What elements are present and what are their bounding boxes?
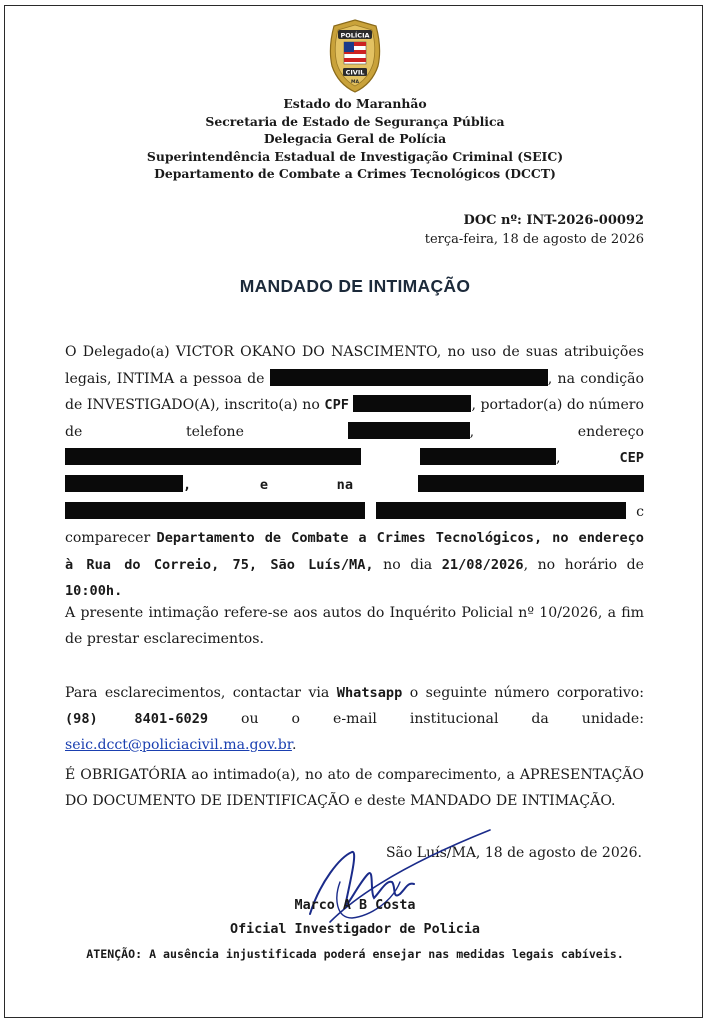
- p3-text-4: .: [291, 737, 297, 753]
- document-date: terça-feira, 18 de agosto de 2026: [424, 232, 644, 247]
- corporate-phone: (98) 8401-6029: [65, 711, 209, 727]
- document-number-label: DOC nº:: [463, 213, 522, 228]
- institutional-email-link[interactable]: seic.dcct@policiacivil.ma.gov.br: [65, 737, 292, 753]
- cpf-label: CPF: [324, 397, 349, 414]
- whatsapp-label: Whatsapp: [336, 685, 403, 701]
- redacted-extra-1: [418, 475, 644, 492]
- appointment-date: 21/08/2026: [441, 556, 524, 573]
- warning-text: A ausência injustificada poderá ensejar nas medidas legais cabíveis.: [149, 947, 624, 961]
- legal-warning: [0, 947, 710, 961]
- city-date: São Luís/MA, 18 de agosto de 2026.: [385, 845, 642, 861]
- p1-text-6: c comparecer: [65, 503, 644, 547]
- header-line-secretariat: Secretaria de Estado de Segurança Pública: [205, 113, 505, 129]
- warning-label: ATENÇÃO:: [86, 947, 143, 961]
- p1-text-7: no dia: [383, 556, 433, 573]
- summons-paragraph: O Delegado(a) VICTOR OKANO DO NASCIMENTO, no uso de suas atribuições legais, INTIMA a pessoa de , na condição de INVESTIGADO(A), inscrito(a) no CPF , portador(a) do número de telefone , endereço , CEP , e na c comparecer Departamento de Combate a Crimes Tecnológicos, no endereço à Rua do Correio, 75, São Luís/MA, no dia 21/08/2026, no horário de 10:00h.: [65, 344, 645, 600]
- p1-text-1: O Delegado(a) VICTOR OKANO DO NASCIMENTO, no uso de suas atribuições legais, INTIMA a pessoa de: [65, 344, 644, 387]
- document-meta: [425, 211, 644, 249]
- cep-label: CEP: [619, 450, 644, 467]
- mandatory-notice-paragraph: É OBRIGATÓRIA ao intimado(a), no ato de comparecimento, a APRESENTAÇÃO DO DOCUMENTO DE IDENTIFICAÇÃO e deste MANDADO DE INTIMAÇÃO.: [65, 767, 644, 809]
- badge-bottom-text: CIVIL: [345, 68, 365, 77]
- p1-text-5: , e na: [183, 476, 354, 493]
- p1-text-3: , portador(a) do número de telefone: [65, 397, 645, 440]
- badge-top-text: POLÍCIA: [340, 31, 370, 40]
- appointment-time: 10:00h.: [65, 583, 123, 600]
- redacted-cpf: [353, 395, 471, 412]
- contact-paragraph: [65, 680, 644, 758]
- redacted-address-2: [420, 448, 556, 465]
- badge-state-text: MA: [351, 80, 359, 85]
- header-line-department: Departamento de Combate a Crimes Tecnológicos (DCCT): [154, 166, 556, 182]
- redacted-address-1: [65, 448, 361, 465]
- header-line-police-general: Delegacia Geral de Polícia: [263, 131, 447, 147]
- p3-text-3: ou o e-mail institucional da unidade:: [241, 711, 644, 727]
- redacted-cep: [65, 475, 183, 492]
- department-address: Departamento de Combate a Crimes Tecnológicos, no endereço à Rua do Correio, 75, São Luís/MA,: [65, 530, 644, 573]
- header-line-superintendency: Superintendência Estadual de Investigação Criminal (SEIC): [146, 148, 564, 164]
- p1-text-2: , na condição de INVESTIGADO(A), inscrito(a) no: [65, 370, 645, 414]
- p1-text-8: , no horário de: [523, 556, 645, 573]
- header-line-state: Estado do Maranhão: [283, 96, 427, 111]
- redacted-extra-2: [65, 502, 365, 519]
- document-number-value: INT-2026-00092: [526, 213, 644, 228]
- signer-role: Oficial Investigador de Policia: [230, 922, 480, 937]
- document-title: MANDADO DE INTIMAÇÃO: [239, 276, 471, 296]
- document-number: [425, 211, 644, 230]
- p1-text-4: , endereço: [469, 423, 644, 440]
- signer-name: Marco A B Costa: [294, 898, 416, 913]
- p3-text-2: o seguinte número corporativo:: [409, 685, 645, 701]
- institution-header: [0, 95, 710, 183]
- case-reference-paragraph: A presente intimação refere-se aos autos do Inquérito Policial nº 10/2026, a fim de prestar esclarecimentos.: [65, 605, 644, 647]
- p3-text-1: Para esclarecimentos, contactar via: [65, 685, 330, 701]
- redacted-extra-3: [376, 502, 626, 519]
- redacted-name: [270, 369, 548, 386]
- redacted-phone: [348, 422, 470, 439]
- police-badge-icon: [326, 18, 384, 94]
